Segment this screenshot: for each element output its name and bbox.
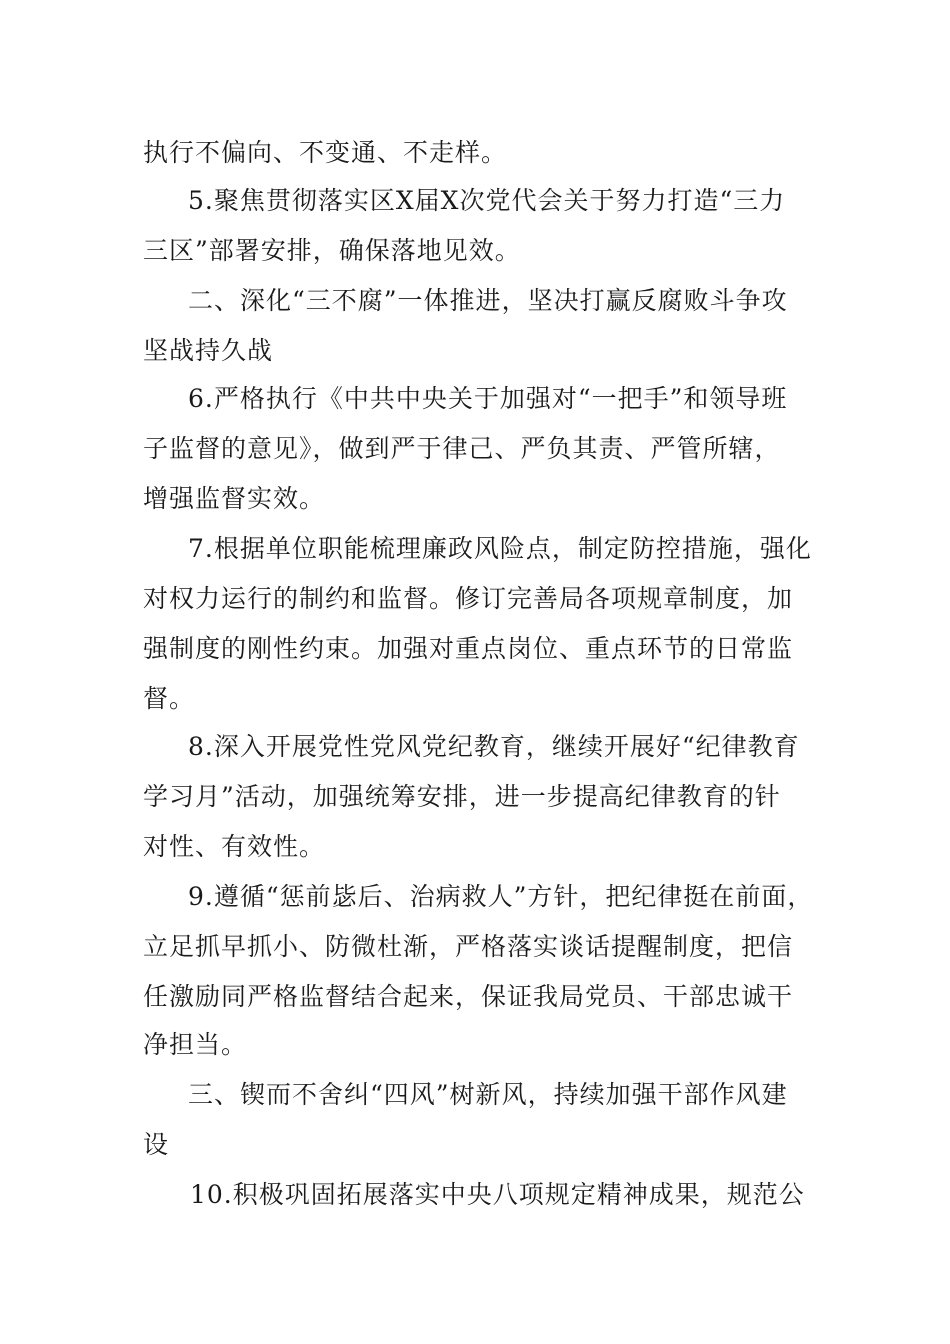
item-9-heading: 9.遵循“惩前毖后、治病救人”方针，把纪律挺在前面， (188, 882, 814, 911)
text-line: 对权力运行的制约和监督。修订完善局各项规章制度，加 (143, 584, 794, 613)
text-line: 强制度的刚性约束。加强对重点岗位、重点环节的日常监 (143, 634, 794, 663)
text-line: 增强监督实效。 (143, 484, 326, 513)
text-line: 净担当。 (143, 1030, 248, 1059)
section-3-heading: 三、锲而不舍纠“四风”树新风，持续加强干部作风建 (188, 1080, 788, 1109)
section-2-heading: 二、深化“三不腐”一体推进，坚决打赢反腐败斗争攻 (188, 286, 788, 315)
text-line: 督。 (143, 684, 196, 713)
text-line: 子监督的意见》，做到严于律己、严负其责、严管所辖， (143, 434, 781, 463)
item-7-heading: 7.根据单位职能梳理廉政风险点，制定防控措施，强化 (188, 534, 812, 563)
item-5-heading: 5.聚焦贯彻落实区X届X次党代会关于努力打造“三力 (188, 186, 786, 215)
text-line: 坚战持久战 (143, 336, 274, 365)
text-line: 学习月”活动，加强统筹安排，进一步提高纪律教育的针 (143, 782, 781, 811)
text-line: 任激励同严格监督结合起来，保证我局党员、干部忠诚干 (143, 982, 794, 1011)
text-line: 对性、有效性。 (143, 832, 326, 861)
item-8-heading: 8.深入开展党性党风党纪教育，继续开展好“纪律教育 (188, 732, 800, 761)
item-10-heading: 10.积极巩固拓展落实中央八项规定精神成果，规范公 (190, 1180, 805, 1209)
text-line: 立足抓早抓小、防微杜渐，严格落实谈话提醒制度，把信 (143, 932, 794, 961)
text-line: 三区”部署安排，确保落地见效。 (143, 236, 521, 265)
text-line: 设 (143, 1130, 170, 1159)
text-line: 执行不偏向、不变通、不走样。 (143, 138, 508, 167)
item-6-heading: 6.严格执行《中共中央关于加强对“一把手”和领导班 (188, 384, 788, 413)
